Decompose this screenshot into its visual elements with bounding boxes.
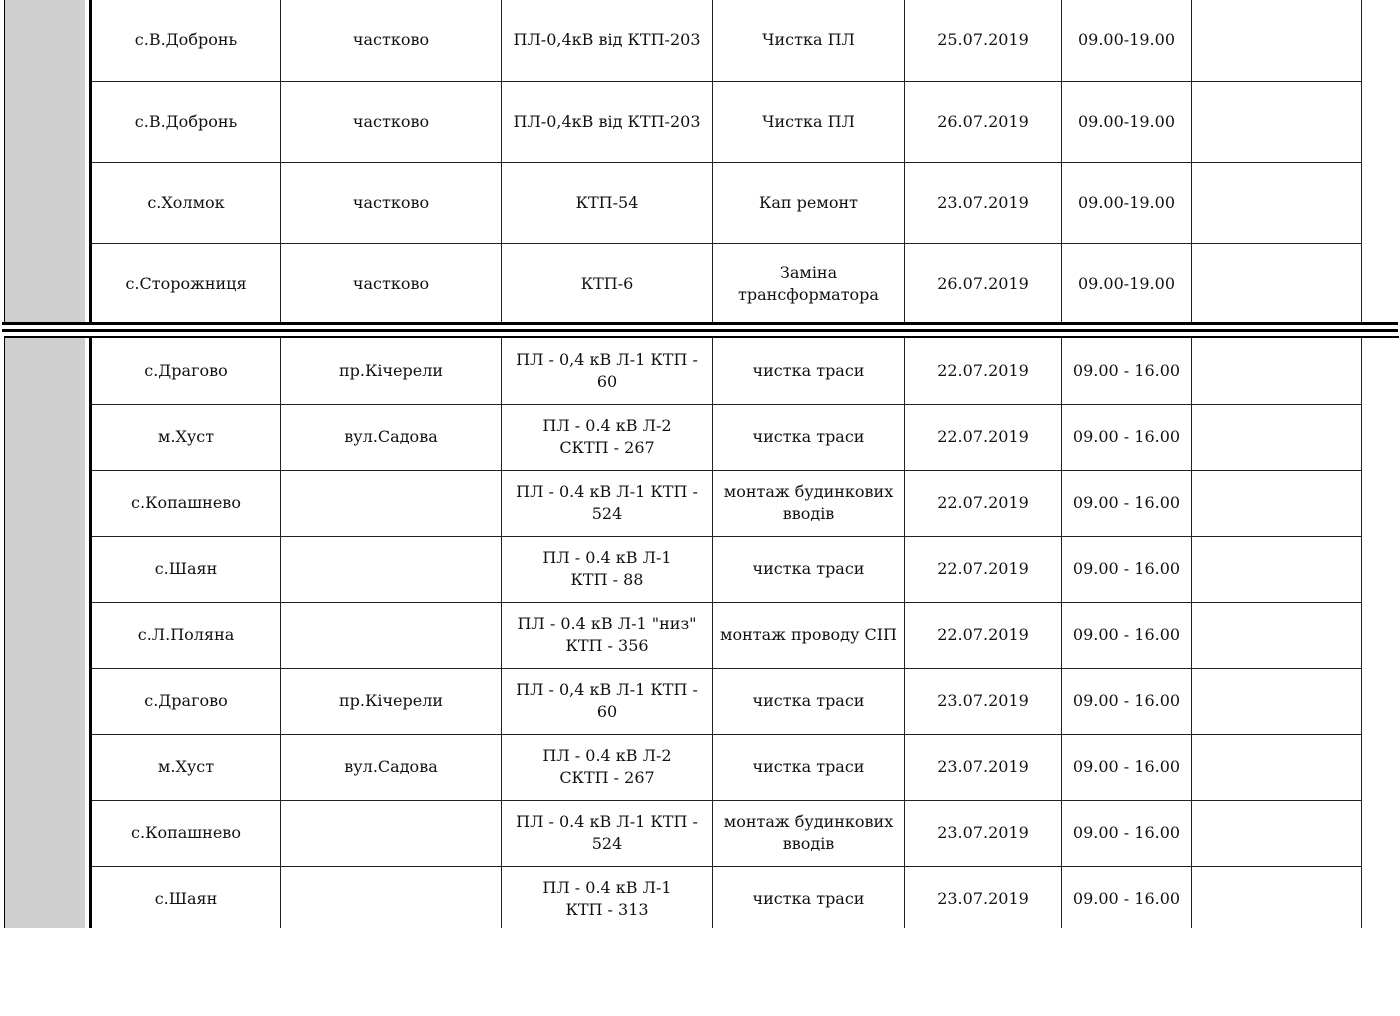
cell-street: вул.Садова [281, 404, 502, 470]
cell-place: м.Хуст [91, 734, 281, 800]
cell-date: 22.07.2019 [905, 536, 1062, 602]
cell-date: 23.07.2019 [905, 162, 1062, 243]
cell-date: 26.07.2019 [905, 243, 1062, 324]
cell-street [281, 470, 502, 536]
table-row [91, 81, 1362, 162]
cell-object: ПЛ-0,4кВ від КТП-203 [502, 81, 713, 162]
table-row [91, 800, 1362, 866]
cell-work: Кап ремонт [713, 162, 905, 243]
cell-work: Заміна трансформатора [713, 243, 905, 324]
cell-place: с.Драгово [91, 668, 281, 734]
cell-place: с.Холмок [91, 162, 281, 243]
cell-note [1192, 0, 1362, 81]
section-divider [2, 322, 1398, 332]
cell-object: ПЛ - 0.4 кВ Л-1 КТП - 88 [502, 536, 713, 602]
cell-date: 22.07.2019 [905, 470, 1062, 536]
cell-place: с.В.Добронь [91, 0, 281, 81]
cell-note [1192, 338, 1362, 404]
cell-work: монтаж проводу СІП [713, 602, 905, 668]
section-side-strip [5, 338, 85, 928]
cell-place: с.В.Добронь [91, 81, 281, 162]
cell-street [281, 866, 502, 932]
cell-street: частково [281, 0, 502, 81]
schedule-table-top [89, 0, 1362, 325]
cell-note [1192, 734, 1362, 800]
cell-time: 09.00 - 16.00 [1062, 866, 1192, 932]
schedule-table-bottom [89, 338, 1362, 933]
cell-work: чистка траси [713, 734, 905, 800]
cell-object: КТП-6 [502, 243, 713, 324]
table-row [91, 668, 1362, 734]
cell-note [1192, 602, 1362, 668]
cell-object: ПЛ - 0.4 кВ Л-1 "низ" КТП - 356 [502, 602, 713, 668]
cell-work: чистка траси [713, 866, 905, 932]
cell-time: 09.00-19.00 [1062, 81, 1192, 162]
cell-street [281, 800, 502, 866]
cell-object: ПЛ - 0,4 кВ Л-1 КТП - 60 [502, 338, 713, 404]
cell-object: ПЛ - 0.4 кВ Л-2 СКТП - 267 [502, 734, 713, 800]
cell-work: чистка траси [713, 404, 905, 470]
cell-note [1192, 470, 1362, 536]
cell-object: ПЛ - 0.4 кВ Л-1 КТП - 524 [502, 800, 713, 866]
cell-time: 09.00 - 16.00 [1062, 668, 1192, 734]
cell-date: 23.07.2019 [905, 866, 1062, 932]
cell-place: с.Шаян [91, 536, 281, 602]
cell-street: пр.Кічерели [281, 668, 502, 734]
cell-note [1192, 800, 1362, 866]
cell-time: 09.00 - 16.00 [1062, 470, 1192, 536]
cell-note [1192, 243, 1362, 324]
table-row [91, 602, 1362, 668]
cell-work: чистка траси [713, 668, 905, 734]
cell-time: 09.00 - 16.00 [1062, 734, 1192, 800]
table-row [91, 404, 1362, 470]
table-row [91, 0, 1362, 81]
cell-street: частково [281, 243, 502, 324]
cell-time: 09.00 - 16.00 [1062, 800, 1192, 866]
cell-object: ПЛ - 0.4 кВ Л-1 КТП - 524 [502, 470, 713, 536]
cell-place: с.Копашнево [91, 470, 281, 536]
cell-object: КТП-54 [502, 162, 713, 243]
table-row [91, 162, 1362, 243]
cell-time: 09.00 - 16.00 [1062, 536, 1192, 602]
blank-margin [0, 928, 1400, 1016]
cell-street: частково [281, 81, 502, 162]
cell-time: 09.00 - 16.00 [1062, 338, 1192, 404]
cell-date: 25.07.2019 [905, 0, 1062, 81]
cell-work: Чистка ПЛ [713, 81, 905, 162]
cell-note [1192, 162, 1362, 243]
cell-time: 09.00-19.00 [1062, 243, 1192, 324]
table-row [91, 470, 1362, 536]
cell-note [1192, 81, 1362, 162]
cell-date: 23.07.2019 [905, 734, 1062, 800]
cell-street [281, 536, 502, 602]
cell-place: с.Драгово [91, 338, 281, 404]
cell-place: с.Шаян [91, 866, 281, 932]
cell-object: ПЛ - 0,4 кВ Л-1 КТП - 60 [502, 668, 713, 734]
cell-street: вул.Садова [281, 734, 502, 800]
table-row [91, 536, 1362, 602]
cell-street: пр.Кічерели [281, 338, 502, 404]
cell-date: 23.07.2019 [905, 668, 1062, 734]
cell-note [1192, 404, 1362, 470]
cell-work: Чистка ПЛ [713, 0, 905, 81]
cell-date: 22.07.2019 [905, 404, 1062, 470]
cell-note [1192, 668, 1362, 734]
cell-time: 09.00-19.00 [1062, 162, 1192, 243]
cell-date: 22.07.2019 [905, 602, 1062, 668]
cell-object: ПЛ-0,4кВ від КТП-203 [502, 0, 713, 81]
section-side-strip [5, 0, 85, 322]
cell-place: м.Хуст [91, 404, 281, 470]
schedule-section-top [4, 0, 1399, 322]
cell-work: чистка траси [713, 338, 905, 404]
cell-street: частково [281, 162, 502, 243]
cell-object: ПЛ - 0.4 кВ Л-2 СКТП - 267 [502, 404, 713, 470]
cell-work: монтаж будинкових вводів [713, 800, 905, 866]
cell-work: монтаж будинкових вводів [713, 470, 905, 536]
cell-work: чистка траси [713, 536, 905, 602]
table-row [91, 243, 1362, 324]
cell-date: 22.07.2019 [905, 338, 1062, 404]
table-row [91, 338, 1362, 404]
cell-note [1192, 536, 1362, 602]
cell-note [1192, 866, 1362, 932]
table-row [91, 734, 1362, 800]
cell-object: ПЛ - 0.4 кВ Л-1 КТП - 313 [502, 866, 713, 932]
cell-time: 09.00-19.00 [1062, 0, 1192, 81]
cell-place: с.Сторожниця [91, 243, 281, 324]
cell-time: 09.00 - 16.00 [1062, 602, 1192, 668]
cell-street [281, 602, 502, 668]
table-row [91, 866, 1362, 932]
cell-time: 09.00 - 16.00 [1062, 404, 1192, 470]
cell-place: с.Л.Поляна [91, 602, 281, 668]
cell-date: 23.07.2019 [905, 800, 1062, 866]
cell-place: с.Копашнево [91, 800, 281, 866]
cell-date: 26.07.2019 [905, 81, 1062, 162]
schedule-section-bottom [4, 336, 1399, 928]
